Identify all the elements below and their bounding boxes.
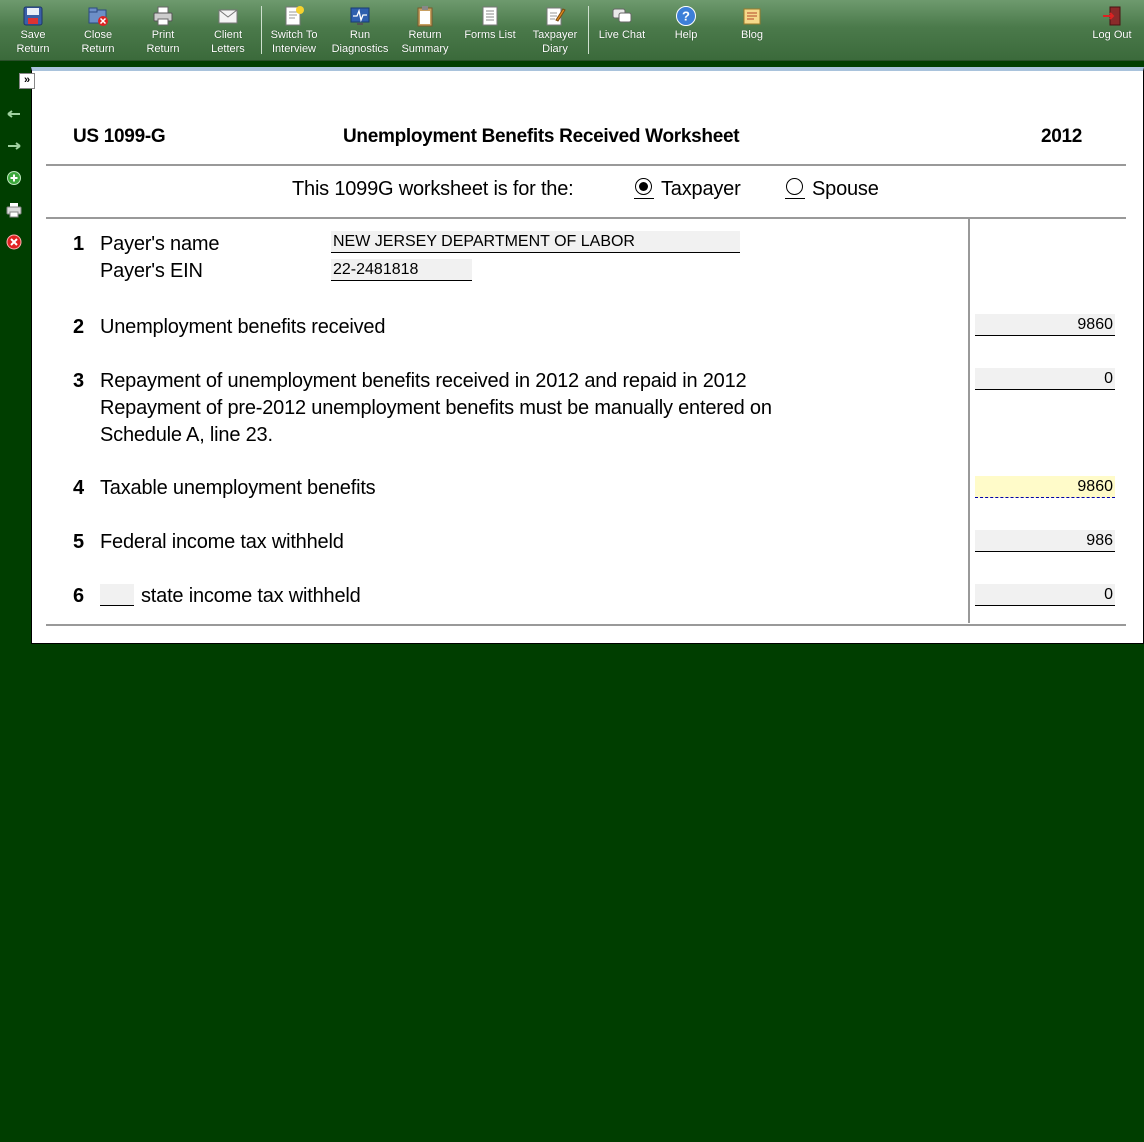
live-chat-button[interactable] <box>594 0 650 60</box>
payer-ein-label: Payer's EIN <box>100 260 203 282</box>
return-summary-label: Return Summary <box>401 29 449 55</box>
header-divider <box>46 164 1126 166</box>
forms-list-icon <box>479 5 501 27</box>
back-arrow-icon[interactable] <box>6 106 22 122</box>
live-chat-label: Live Chat <box>598 29 646 41</box>
printer-icon <box>152 5 174 27</box>
line-4-number: 4 <box>73 477 85 499</box>
log-out-button[interactable] <box>1090 0 1134 60</box>
log-out-door-icon <box>1101 5 1123 27</box>
taxpayer-diary-button[interactable] <box>528 0 582 60</box>
envelope-icon <box>217 5 239 27</box>
state-withheld-field[interactable]: 0 <box>975 584 1115 606</box>
line-5-number: 5 <box>73 531 85 553</box>
return-summary-button[interactable] <box>400 0 450 60</box>
close-return-label: Close Return <box>81 29 115 55</box>
delete-icon[interactable] <box>6 234 22 250</box>
line-3-number: 3 <box>73 370 85 392</box>
unemployment-benefits-received-field[interactable]: 9860 <box>975 314 1115 336</box>
add-icon[interactable] <box>6 170 22 186</box>
log-out-label: Log Out <box>1092 29 1132 41</box>
line-2-label: Unemployment benefits received <box>100 316 386 338</box>
expand-panel-button[interactable]: » <box>19 73 35 89</box>
repayment-field[interactable]: 0 <box>975 368 1115 390</box>
main-toolbar <box>0 0 1144 61</box>
worksheet-panel <box>31 67 1144 644</box>
client-letters-label: Client Letters <box>211 29 245 55</box>
print-icon[interactable] <box>6 202 22 218</box>
floppy-disk-icon <box>22 5 44 27</box>
forms-list-label: Forms List <box>464 29 516 41</box>
save-return-label: Save Return <box>16 29 50 55</box>
form-year: 2012 <box>1041 126 1083 147</box>
chat-bubbles-icon <box>611 5 633 27</box>
forward-arrow-icon[interactable] <box>6 138 22 154</box>
line-6-label: state income tax withheld <box>141 585 361 607</box>
print-return-button[interactable] <box>140 0 186 60</box>
footer-divider <box>46 624 1126 626</box>
radio-selected-dot <box>639 182 648 191</box>
help-question-icon <box>675 5 697 27</box>
line-3-note: Repayment of pre-2012 unemployment benefits must be manually entered on <box>100 397 772 419</box>
state-code-field[interactable] <box>100 584 134 606</box>
toolbar-separator <box>588 6 589 54</box>
svg-text:?: ? <box>682 8 690 24</box>
spouse-radio[interactable] <box>786 178 803 195</box>
form-title: Unemployment Benefits Received Worksheet <box>343 126 740 147</box>
taxpayer-radio[interactable] <box>635 178 652 195</box>
close-folder-icon <box>87 5 109 27</box>
blog-label: Blog <box>740 29 764 41</box>
payer-ein-field[interactable]: 22-2481818 <box>331 259 472 281</box>
taxpayer-label: Taxpayer <box>661 178 741 200</box>
close-return-button[interactable] <box>74 0 122 60</box>
taxpayer-radio-underline <box>634 198 654 199</box>
line-5-label: Federal income tax withheld <box>100 531 344 553</box>
line-2-number: 2 <box>73 316 85 338</box>
spouse-radio-underline <box>785 198 805 199</box>
line-4-label: Taxable unemployment benefits <box>100 477 376 499</box>
amount-column-divider <box>968 219 970 623</box>
left-tool-rail <box>0 60 30 360</box>
help-button[interactable] <box>664 0 708 60</box>
taxable-unemployment-field[interactable]: 9860 <box>975 476 1115 498</box>
run-diagnostics-label: Run Diagnostics <box>331 29 389 55</box>
taxpayer-diary-label: Taxpayer Diary <box>532 29 578 55</box>
selector-divider <box>46 217 1126 219</box>
worksheet-for-label: This 1099G worksheet is for the: <box>292 178 574 200</box>
form-code: US 1099-G <box>73 126 166 147</box>
help-label: Help <box>674 29 698 41</box>
blog-scroll-icon <box>741 5 763 27</box>
line-3-label: Repayment of unemployment benefits received in 2012 and repaid in 2012 <box>100 370 747 392</box>
toolbar-separator <box>261 6 262 54</box>
save-return-button[interactable] <box>10 0 56 60</box>
line-3-note-continued: Schedule A, line 23. <box>100 424 273 446</box>
print-return-label: Print Return <box>146 29 180 55</box>
line-1-number: 1 <box>73 233 85 255</box>
line-6-number: 6 <box>73 585 85 607</box>
run-diagnostics-button[interactable] <box>330 0 390 60</box>
payer-name-field[interactable]: NEW JERSEY DEPARTMENT OF LABOR <box>331 231 740 253</box>
clipboard-icon <box>414 5 436 27</box>
payer-name-label: Payer's name <box>100 233 220 255</box>
diagnostics-monitor-icon <box>349 5 371 27</box>
switch-to-interview-label: Switch To Interview <box>270 29 318 55</box>
forms-list-button[interactable] <box>462 0 518 60</box>
client-letters-button[interactable] <box>204 0 252 60</box>
switch-to-interview-button[interactable] <box>266 0 322 60</box>
interview-document-icon <box>283 5 305 27</box>
diary-pencil-icon <box>544 5 566 27</box>
spouse-label: Spouse <box>812 178 879 200</box>
federal-withheld-field[interactable]: 986 <box>975 530 1115 552</box>
blog-button[interactable] <box>730 0 774 60</box>
